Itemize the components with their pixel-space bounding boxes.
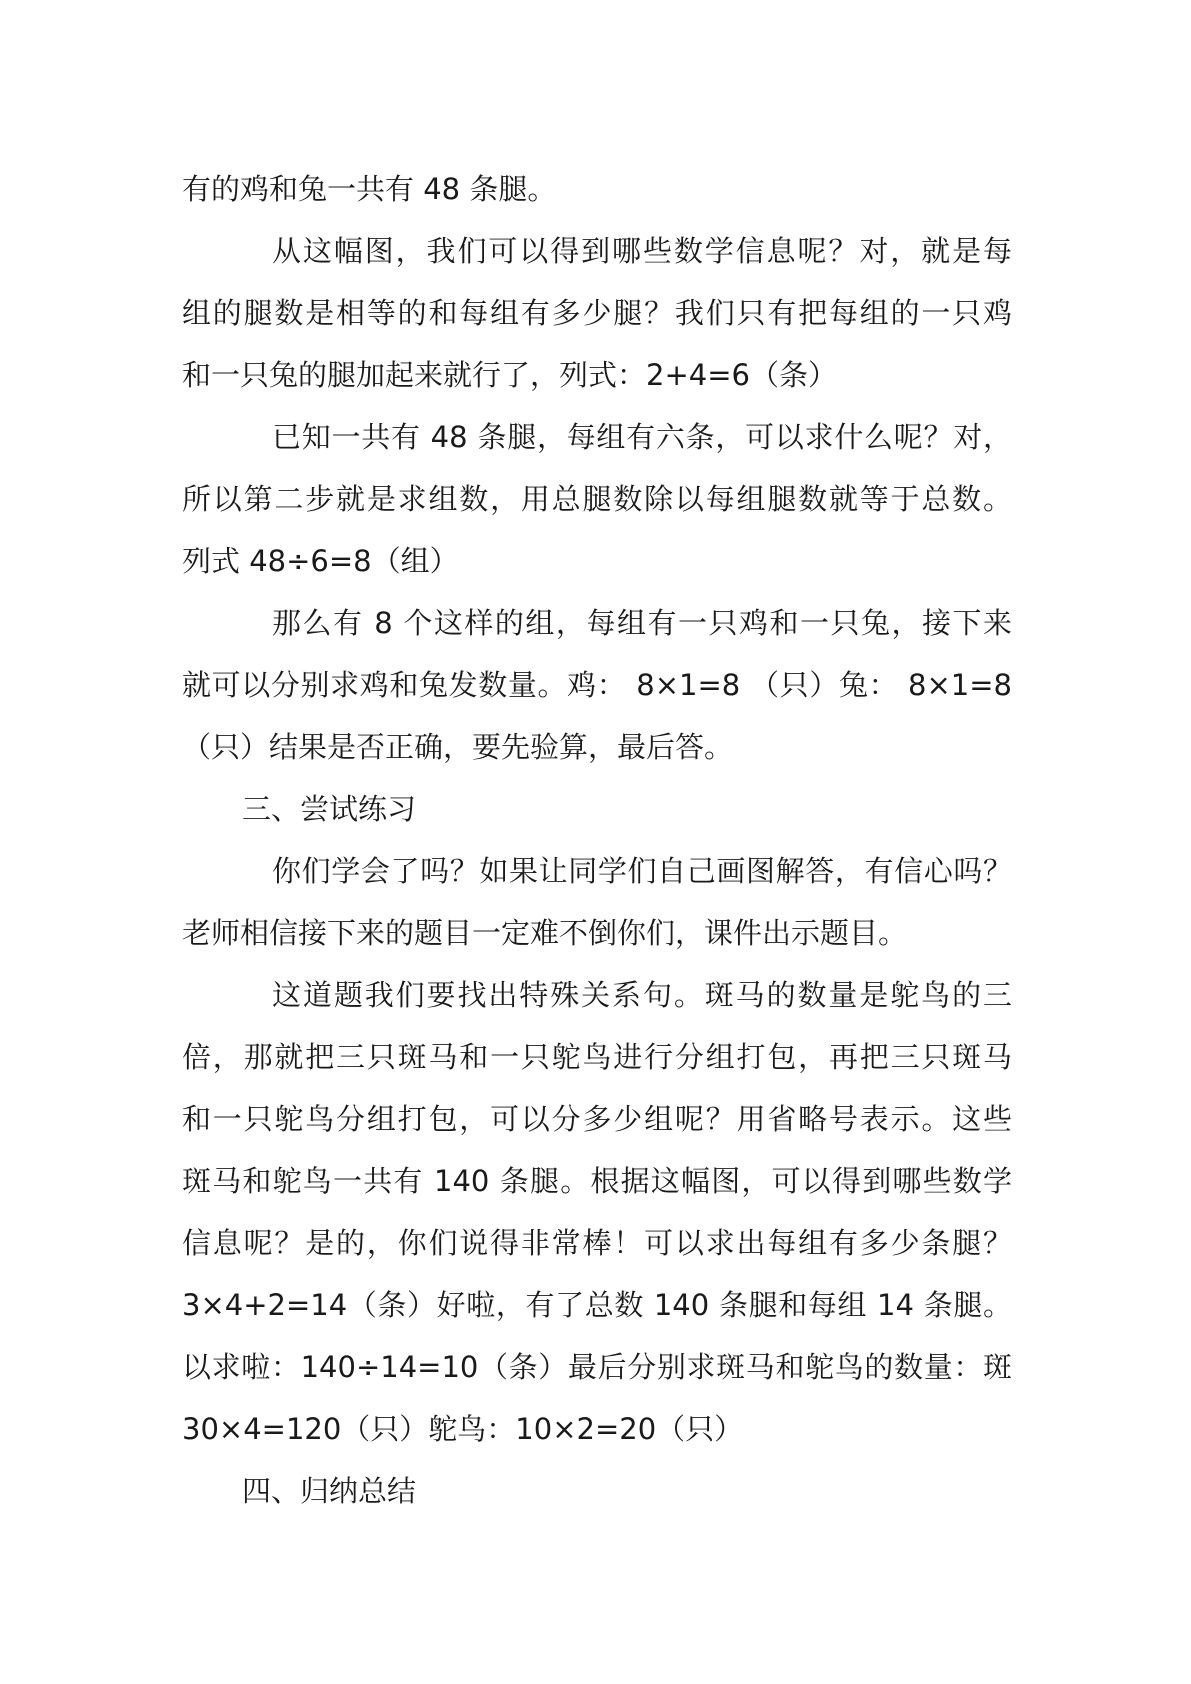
text-line: 那么有 8 个这样的组，每组有一只鸡和一只兔，接下来 <box>272 606 1012 640</box>
text-line: 信息呢？是的，你们说得非常棒！可以求出每组有多少条腿？ <box>182 1226 1012 1260</box>
text-line: 这道题我们要找出特殊关系句。斑马的数量是鸵鸟的三 <box>272 978 1012 1012</box>
text-line: 3×4+2=14（条）好啦，有了总数 140 条腿和每组 14 条腿。 <box>182 1288 1012 1322</box>
text-line: （只）结果是否正确，要先验算，最后答。 <box>182 730 734 764</box>
text-line: 和一只鸵鸟分组打包，可以分多少组呢？用省略号表示。这些 <box>182 1102 1012 1136</box>
text-line: 和一只兔的腿加起来就行了，列式：2+4=6（条） <box>182 358 837 392</box>
text-line: 30×4=120（只）鸵鸟：10×2=20（只） <box>182 1412 744 1446</box>
text-line: 从这幅图，我们可以得到哪些数学信息呢？对，就是每 <box>272 234 1012 268</box>
text-line: 老师相信接下来的题目一定难不倒你们，课件出示题目。 <box>182 916 908 950</box>
text-line: 所以第二步就是求组数，用总腿数除以每组腿数就等于总数。 <box>182 482 1012 516</box>
text-line: 你们学会了吗？如果让同学们自己画图解答，有信心吗？ <box>272 854 1012 888</box>
section-heading: 三、尝试练习 <box>242 792 417 826</box>
text-line: 组的腿数是相等的和每组有多少腿？我们只有把每组的一只鸡 <box>182 296 1012 330</box>
text-line: 已知一共有 48 条腿，每组有六条，可以求什么呢？对， <box>272 420 1012 454</box>
text-line: 有的鸡和兔一共有 48 条腿。 <box>182 172 557 206</box>
text-line: 斑马和鸵鸟一共有 140 条腿。根据这幅图，可以得到哪些数学 <box>182 1164 1012 1198</box>
document-body <box>182 158 1012 1522</box>
text-line: 就可以分别求鸡和兔发数量。鸡： 8×1=8 （只）兔： 8×1=8 <box>182 668 1012 702</box>
text-line: 倍，那就把三只斑马和一只鸵鸟进行分组打包，再把三只斑马 <box>182 1040 1012 1074</box>
section-heading: 四、归纳总结 <box>242 1474 417 1508</box>
text-line: 列式 48÷6=8（组） <box>182 544 459 578</box>
text-line: 以求啦：140÷14=10（条）最后分别求斑马和鸵鸟的数量：斑 <box>182 1350 1012 1384</box>
